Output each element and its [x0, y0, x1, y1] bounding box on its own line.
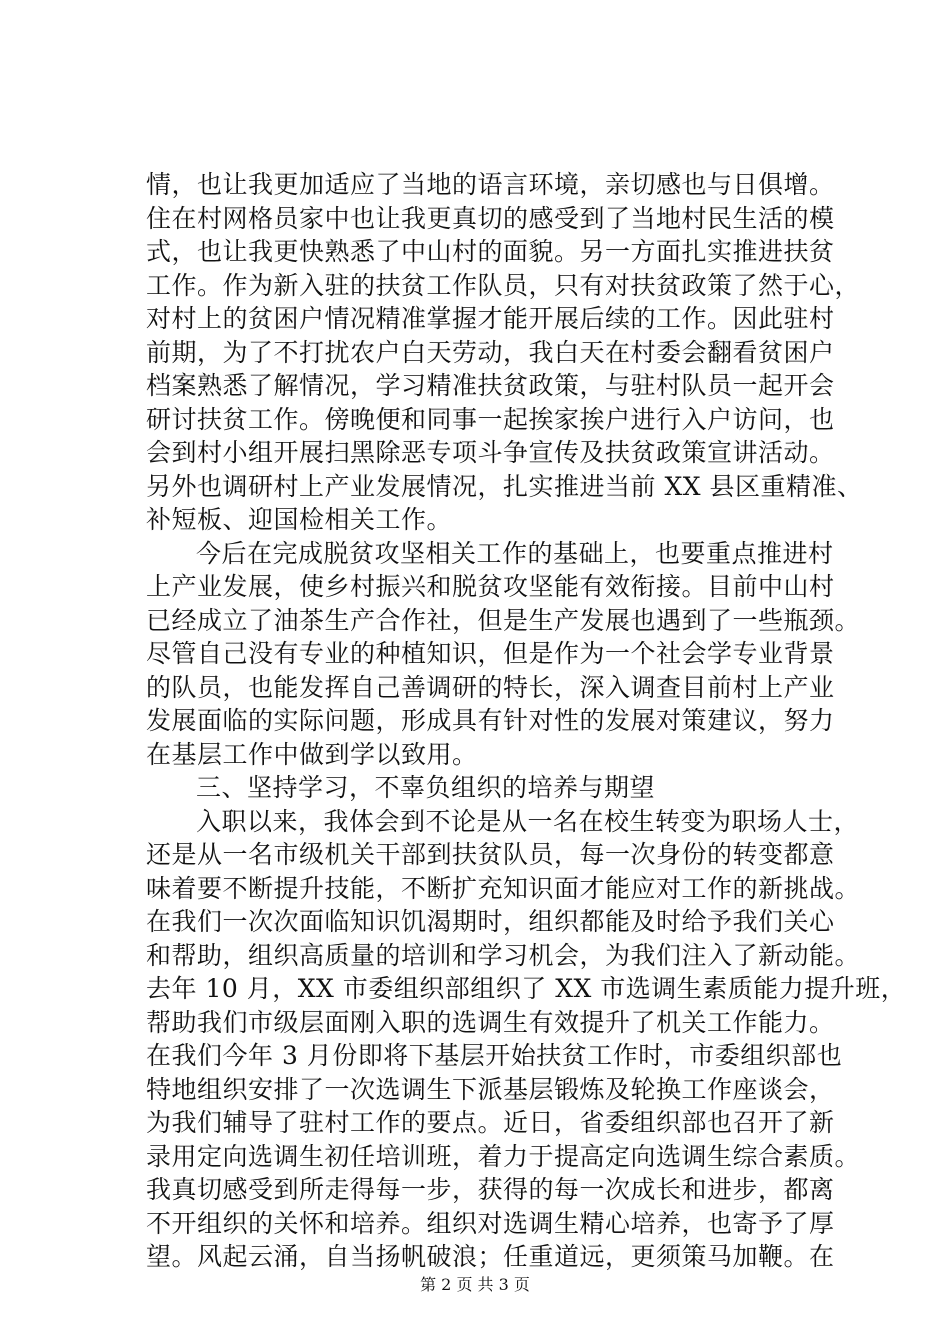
text-line: 尽管自己没有专业的种植知识，但是作为一个社会学专业背景 — [146, 639, 835, 668]
text-line: 会到村小组开展扫黑除恶专项斗争宣传及扶贫政策宣讲活动。 — [146, 438, 835, 467]
text-line: 已经成立了油茶生产合作社，但是生产发展也遇到了一些瓶颈。 — [146, 605, 861, 635]
text-line: 在我们一次次面临知识饥渴期时，组织都能及时给予我们关心 — [146, 907, 835, 936]
text-line: 帮助我们市级层面刚入职的选调生有效提升了机关工作能力。 — [146, 1007, 835, 1037]
text-line: 档案熟悉了解情况，学习精准扶贫政策，与驻村队员一起开会 — [146, 371, 835, 400]
text-line: 不开组织的关怀和培养。组织对选调生精心培养，也寄予了厚 — [146, 1208, 835, 1238]
text-line: 在基层工作中做到学以致用。 — [146, 739, 478, 769]
text-line: 还是从一名市级机关干部到扶贫队员，每一次身份的转变都意 — [146, 840, 835, 869]
document-body — [146, 168, 907, 1274]
text-line: 补短板、迎国检相关工作。 — [146, 505, 453, 534]
text-line: 情，也让我更加适应了当地的语言环境，亲切感也与日俱增。 — [146, 170, 835, 199]
text-line: 另外也调研村上产业发展情况，扎实推进当前 XX 县区重精准、 — [146, 471, 863, 501]
text-line: 住在村网格员家中也让我更真切的感受到了当地村民生活的模 — [146, 203, 835, 233]
text-line: 特地组织安排了一次选调生下派基层锻炼及轮换工作座谈会， — [146, 1074, 835, 1104]
text-line: 的队员，也能发挥自己善调研的特长，深入调查目前村上产业 — [146, 672, 835, 702]
text-line: 三、坚持学习，不辜负组织的培养与期望 — [196, 773, 656, 802]
text-line: 上产业发展，使乡村振兴和脱贫攻坚能有效衔接。目前中山村 — [146, 572, 835, 601]
text-line: 入职以来，我体会到不论是从一名在校生转变为职场人士， — [196, 806, 860, 836]
text-line: 味着要不断提升技能，不断扩充知识面才能应对工作的新挑战。 — [146, 873, 861, 903]
text-line: 发展面临的实际问题，形成具有针对性的发展对策建议，努力 — [146, 706, 835, 735]
text-line: 我真切感受到所走得每一步，获得的每一次成长和进步，都离 — [146, 1175, 835, 1204]
text-line: 去年 10 月，XX 市委组织部组织了 XX 市选调生素质能力提升班， — [146, 974, 907, 1003]
text-line: 录用定向选调生初任培训班，着力于提高定向选调生综合素质。 — [146, 1141, 861, 1171]
text-line: 前期，为了不打扰农户白天劳动，我白天在村委会翻看贫困户 — [146, 337, 835, 367]
text-line: 对村上的贫困户情况精准掌握才能开展后续的工作。因此驻村 — [146, 304, 835, 333]
text-line: 式，也让我更快熟悉了中山村的面貌。另一方面扎实推进扶贫 — [146, 237, 835, 266]
text-line: 在我们今年 3 月份即将下基层开始扶贫工作时，市委组织部也 — [146, 1041, 843, 1070]
text-line: 研讨扶贫工作。傍晚便和同事一起挨家挨户进行入户访问，也 — [146, 404, 835, 434]
text-line: 工作。作为新入驻的扶贫工作队员，只有对扶贫政策了然于心， — [146, 270, 861, 300]
text-line: 为我们辅导了驻村工作的要点。近日，省委组织部也召开了新 — [146, 1108, 835, 1137]
text-line: 望。风起云涌，自当扬帆破浪；任重道远，更须策马加鞭。在 — [146, 1242, 835, 1271]
text-line: 和帮助，组织高质量的培训和学习机会，为我们注入了新动能。 — [146, 940, 861, 970]
page-footer: 第 2 页 共 3 页 — [420, 1275, 530, 1294]
text-line: 今后在完成脱贫攻坚相关工作的基础上，也要重点推进村 — [196, 538, 834, 568]
